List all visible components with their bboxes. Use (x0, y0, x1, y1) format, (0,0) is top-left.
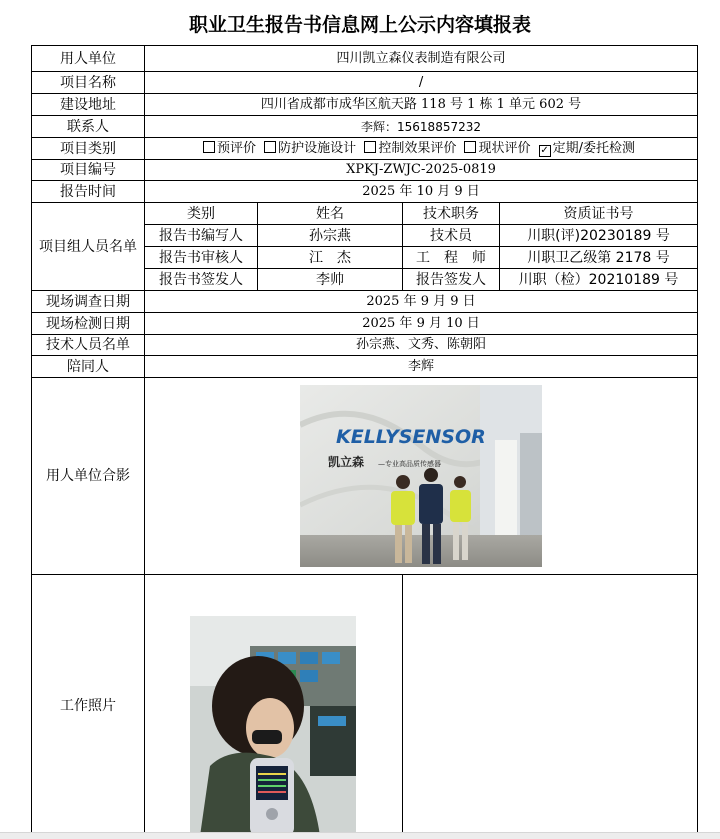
team-cell: 川职(评)20230189 号 (500, 225, 698, 247)
group-photo-image (300, 385, 542, 567)
row-survey-date (32, 291, 698, 313)
group-photo-label: 用人单位合影 (32, 378, 145, 575)
report-time-value: 2025 年 10 月 9 日 (145, 181, 698, 203)
report-time-label: 报告时间 (32, 181, 145, 203)
category-options (145, 138, 698, 160)
row-group-photo (32, 378, 698, 575)
row-tech-staff (32, 335, 698, 356)
team-cell: 技术员 (403, 225, 500, 247)
team-cell: 报告签发人 (403, 269, 500, 291)
survey-date-label: 现场调查日期 (32, 291, 145, 313)
checkbox-icon (464, 141, 476, 153)
tech-staff-value: 孙宗燕、文秀、陈朝阳 (145, 335, 698, 356)
checkbox-checked-icon: ✓ (540, 144, 549, 156)
team-label: 项目组人员名单 (32, 203, 145, 291)
work-photo-cell-left (145, 575, 403, 837)
row-address (32, 94, 698, 116)
work-photo-label: 工作照片 (32, 575, 145, 837)
checkbox-icon (364, 141, 376, 153)
row-category (32, 138, 698, 160)
address-label: 建设地址 (32, 94, 145, 116)
row-employer (32, 46, 698, 72)
employer-value: 四川凯立森仪表制造有限公司 (145, 46, 698, 72)
test-date-value: 2025 年 9 月 10 日 (145, 313, 698, 335)
category-option-label: 现状评价 (478, 140, 531, 156)
contact-value: 李辉：15618857232 (145, 116, 698, 138)
team-header-name: 姓名 (258, 203, 403, 225)
team-header-title: 技术职务 (403, 203, 500, 225)
category-option-2[interactable] (364, 139, 456, 159)
category-option-0[interactable] (203, 139, 256, 159)
report-form-table (31, 45, 698, 837)
test-date-label: 现场检测日期 (32, 313, 145, 335)
category-label: 项目类别 (32, 138, 145, 160)
team-cell: 孙宗燕 (258, 225, 403, 247)
project-no-value: XPKJ-ZWJC-2025-0819 (145, 160, 698, 181)
team-header-cert: 资质证书号 (500, 203, 698, 225)
category-option-1[interactable] (264, 139, 356, 159)
team-cell: 报告书审核人 (145, 247, 258, 269)
work-photo-cell-right (403, 575, 698, 837)
team-cell: 江 杰 (258, 247, 403, 269)
employer-label: 用人单位 (32, 46, 145, 72)
companion-value: 李辉 (145, 356, 698, 378)
page-title: 职业卫生报告书信息网上公示内容填报表 (188, 14, 531, 36)
companion-label: 陪同人 (32, 356, 145, 378)
team-cell: 工 程 师 (403, 247, 500, 269)
row-test-date (32, 313, 698, 335)
category-option-label: 控制效果评价 (378, 140, 457, 156)
row-report-time (32, 181, 698, 203)
team-header-category: 类别 (145, 203, 258, 225)
row-work-photo (32, 575, 698, 837)
category-option-4[interactable] (539, 139, 635, 159)
team-cell: 报告书编写人 (145, 225, 258, 247)
group-photo-cell (145, 378, 698, 575)
slogan-text: —专业高品质传感器 (378, 460, 441, 468)
checkbox-icon (264, 141, 276, 153)
group-photo (300, 385, 542, 567)
category-option-label: 定期/委托检测 (552, 140, 636, 156)
contact-label: 联系人 (32, 116, 145, 138)
logo-text: KELLYSENSOR (336, 426, 486, 448)
address-value: 四川省成都市成华区航天路 118 号 1 栋 1 单元 602 号 (145, 94, 698, 116)
team-cell: 报告书签发人 (145, 269, 258, 291)
category-option-label: 防护设施设计 (278, 140, 357, 156)
team-cell: 川职卫乙级第 2178 号 (500, 247, 698, 269)
row-project-no (32, 160, 698, 181)
tech-staff-label: 技术人员名单 (32, 335, 145, 356)
survey-date-value: 2025 年 9 月 9 日 (145, 291, 698, 313)
checkbox-icon (203, 141, 215, 153)
team-cell: 李帅 (258, 269, 403, 291)
row-team-header (32, 203, 698, 225)
project-name-label: 项目名称 (32, 72, 145, 94)
category-option-label: 预评价 (217, 140, 257, 156)
team-cell: 川职（检）20210189 号 (500, 269, 698, 291)
row-project-name (32, 72, 698, 94)
project-name-value: / (145, 72, 698, 94)
brand-text: 凯立森 (328, 455, 365, 469)
row-contact (32, 116, 698, 138)
work-photo (190, 616, 356, 836)
category-option-3[interactable] (464, 139, 530, 159)
row-companion (32, 356, 698, 378)
work-photo-image (190, 616, 356, 836)
project-no-label: 项目编号 (32, 160, 145, 181)
